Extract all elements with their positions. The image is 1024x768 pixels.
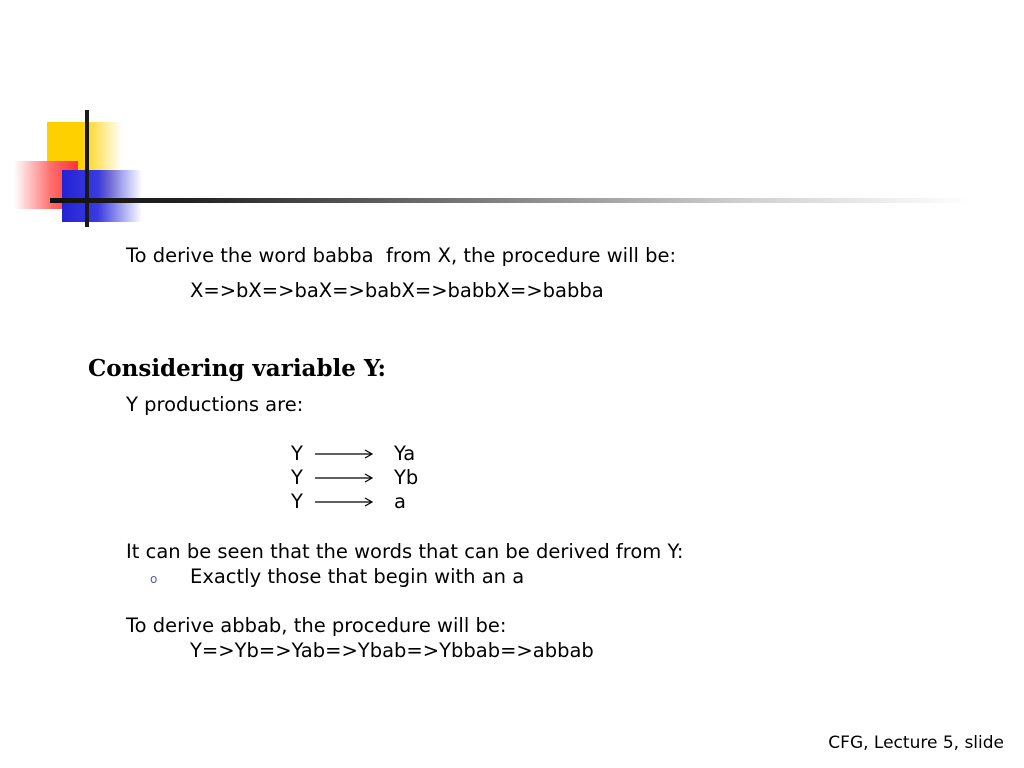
section-heading: Considering variable Y: (88, 355, 386, 382)
header-decoration (0, 0, 1024, 240)
production-rhs: a (394, 490, 406, 513)
bullet-text: Exactly those that begin with an a (190, 565, 525, 588)
derive-babba-text: To derive the word babba from X, the procedure will be: (126, 244, 677, 267)
blue-square (62, 170, 142, 222)
production-lhs: Y (291, 490, 303, 513)
right-arrow-icon (314, 447, 376, 461)
production-rhs: Ya (394, 442, 416, 465)
horizontal-rule (50, 198, 970, 203)
right-arrow-icon (314, 471, 376, 485)
vertical-rule (85, 110, 89, 227)
production-lhs: Y (291, 466, 303, 489)
production-rhs: Yb (394, 466, 419, 489)
observation-text: It can be seen that the words that can be derived from Y: (126, 540, 684, 563)
derivation-y: Y=>Yb=>Yab=>Ybab=>Ybbab=>abbab (190, 639, 594, 662)
right-arrow-icon (314, 495, 376, 509)
production-lhs: Y (291, 442, 303, 465)
slide-footer: CFG, Lecture 5, slide (828, 733, 1004, 753)
y-productions-intro: Y productions are: (126, 393, 304, 416)
bullet-circle-icon: o (150, 572, 158, 586)
derivation-x: X=>bX=>baX=>babX=>babbX=>babba (190, 279, 604, 302)
derive-abbab-text: To derive abbab, the procedure will be: (126, 614, 507, 637)
